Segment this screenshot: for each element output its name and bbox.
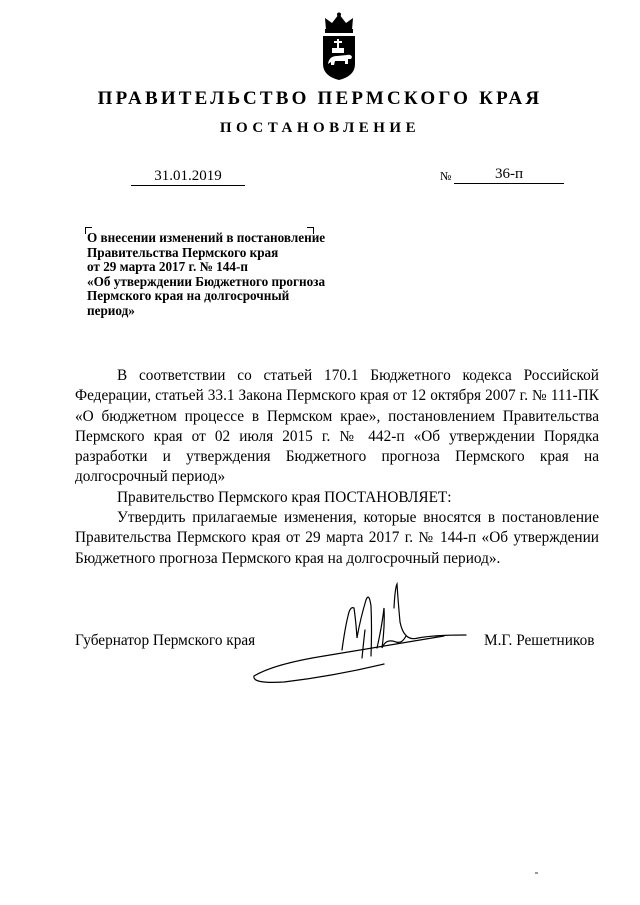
subject-line: «Об утверждении Бюджетного прогноза xyxy=(87,273,326,289)
subject-line: Пермского края на долгосрочный xyxy=(87,288,290,304)
subject-line: период» xyxy=(87,302,135,318)
subject-line: от 29 марта 2017 г. № 144-п xyxy=(87,259,248,275)
subject-line: Правительства Пермского края xyxy=(87,244,279,260)
signer-name: М.Г. Решетников xyxy=(484,632,595,649)
body-paragraph-decision: Утвердить прилагаемые изменения, которые вносятся в постановление Правительства Пермского края от 29 марта 2017 г. № 144-п «Об утверждении Бюджетного прогноза Пермского края на долгосрочный период». xyxy=(75,509,599,567)
signer-title: Губернатор Пермского края xyxy=(75,632,256,649)
scan-artifact xyxy=(535,872,538,874)
document-body xyxy=(75,366,599,569)
document-number: 36-п xyxy=(454,165,564,184)
perm-krai-coat-of-arms-icon xyxy=(317,12,361,82)
document-subject xyxy=(87,231,387,319)
document-date: 31.01.2019 xyxy=(131,167,245,186)
government-title: ПРАВИТЕЛЬСТВО ПЕРМСКОГО КРАЯ xyxy=(97,88,543,109)
body-paragraph-preamble: В соответствии со статьей 170.1 Бюджетного кодекса Российской Федерации, статьей 33.1 Закона Пермского края от 12 октября 2007 г. № 111-ПК «О бюджетном процессе в Пермском крае», постановлением Правительства Пермского края от 02 июля 2015 г. № 442-п «Об утверждении Порядка разработки и утверждения Бюджетного прогноза Пермского края на долгосрочный период» xyxy=(75,367,599,486)
handwritten-signature-icon xyxy=(244,578,474,690)
body-paragraph-resolves: Правительство Пермского края ПОСТАНОВЛЯЕТ: xyxy=(117,488,452,506)
subject-line: О внесении изменений в постановление xyxy=(87,230,326,245)
number-sign: № xyxy=(440,169,452,183)
document-type: ПОСТАНОВЛЕНИЕ xyxy=(219,120,421,136)
